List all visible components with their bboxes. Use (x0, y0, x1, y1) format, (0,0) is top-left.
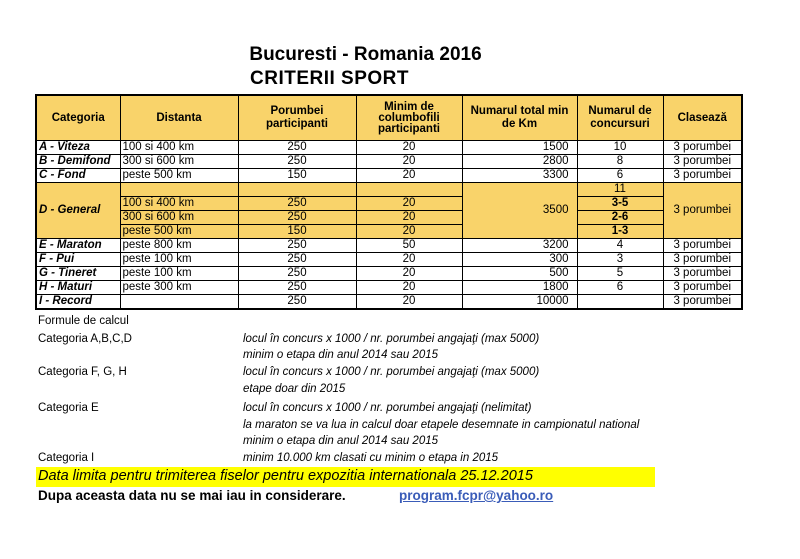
km-cell: 2800 (462, 155, 577, 169)
columbofili-cell: 20 (356, 155, 462, 169)
header-km: Numarul total min de Km (462, 95, 577, 141)
spacer-cell (120, 183, 238, 197)
concursuri-cell: 10 (577, 141, 663, 155)
porumbei-cell: 250 (238, 197, 356, 211)
porumbei-cell: 150 (238, 225, 356, 239)
category-cell: A - Viteza (36, 141, 120, 155)
km-cell: 10000 (462, 295, 577, 310)
formula-text: la maraton se va lua in calcul doar etapele desemnate in campionatul national (243, 419, 640, 431)
category-cell: E - Maraton (36, 239, 120, 253)
table-row (36, 239, 742, 253)
concursuri-cell: 11 (577, 183, 663, 197)
porumbei-cell: 250 (238, 141, 356, 155)
formula-label-i: Categoria I (38, 452, 95, 464)
distance-cell: 100 si 400 km (120, 197, 238, 211)
columbofili-cell: 20 (356, 197, 462, 211)
table-row (36, 281, 742, 295)
porumbei-cell: 250 (238, 155, 356, 169)
porumbei-cell: 150 (238, 169, 356, 183)
formula-label-e: Categoria E (38, 402, 99, 414)
km-cell: 1800 (462, 281, 577, 295)
clasifica-cell: 3 porumbei (663, 295, 742, 310)
category-cell: D - General (36, 183, 120, 239)
table-row (36, 211, 742, 225)
formula-text: locul în concurs x 1000 / nr. porumbei angajaţi (max 5000) (243, 366, 540, 378)
formula-text: locul în concurs x 1000 / nr. porumbei angajaţi (max 5000) (243, 333, 540, 345)
distance-cell: 300 si 600 km (120, 211, 238, 225)
document-title: Bucuresti - Romania 2016 (249, 44, 482, 65)
distance-cell: 300 si 600 km (120, 155, 238, 169)
clasifica-cell: 3 porumbei (663, 281, 742, 295)
km-cell: 1500 (462, 141, 577, 155)
table-row (36, 197, 742, 211)
table-row (36, 253, 742, 267)
concursuri-cell: 3 (577, 253, 663, 267)
km-cell: 300 (462, 253, 577, 267)
concursuri-cell: 4 (577, 239, 663, 253)
header-distanta: Distanta (120, 95, 238, 141)
formula-text: minim 10.000 km clasati cu minim o etapa in 2015 (243, 452, 499, 464)
porumbei-cell: 250 (238, 295, 356, 310)
email-link[interactable]: program.fcpr@yahoo.ro (399, 488, 554, 503)
formula-text: minim o etapa din anul 2014 sau 2015 (243, 349, 439, 361)
clasifica-cell: 3 porumbei (663, 169, 742, 183)
columbofili-cell: 20 (356, 211, 462, 225)
deadline-note: Dupa aceasta data nu se mai iau in considerare. (38, 488, 346, 503)
concursuri-cell: 1-3 (577, 225, 663, 239)
deadline-text: Data limita pentru trimiterea fiselor pentru expozitia internationala 25.12.2015 (38, 468, 533, 484)
distance-cell: peste 100 km (120, 267, 238, 281)
document-subtitle: CRITERII SPORT (250, 68, 410, 89)
table-row (36, 225, 742, 239)
porumbei-cell: 250 (238, 211, 356, 225)
concursuri-cell: 2-6 (577, 211, 663, 225)
formulas-heading: Formule de calcul (38, 315, 129, 327)
header-concursuri: Numarul de concursuri (577, 95, 663, 141)
km-cell: 3500 (462, 183, 577, 239)
clasifica-cell: 3 porumbei (663, 141, 742, 155)
category-cell: I - Record (36, 295, 120, 310)
spacer-cell (238, 183, 356, 197)
columbofili-cell: 20 (356, 253, 462, 267)
km-cell: 500 (462, 267, 577, 281)
concursuri-cell: 3-5 (577, 197, 663, 211)
concursuri-cell: 6 (577, 281, 663, 295)
table-row (36, 295, 742, 310)
table-row (36, 169, 742, 183)
distance-cell: peste 500 km (120, 225, 238, 239)
header-columbofili: Minim de columbofili participanti (356, 95, 462, 141)
distance-cell: peste 500 km (120, 169, 238, 183)
distance-cell: peste 300 km (120, 281, 238, 295)
table-row (36, 183, 742, 197)
columbofili-cell: 20 (356, 169, 462, 183)
distance-cell (120, 295, 238, 310)
clasifica-cell: 3 porumbei (663, 155, 742, 169)
distance-cell: 100 si 400 km (120, 141, 238, 155)
clasifica-cell: 3 porumbei (663, 267, 742, 281)
category-cell: B - Demifond (36, 155, 120, 169)
porumbei-cell: 250 (238, 281, 356, 295)
concursuri-cell: 6 (577, 169, 663, 183)
concursuri-cell: 5 (577, 267, 663, 281)
table-row (36, 141, 742, 155)
columbofili-cell: 20 (356, 295, 462, 310)
clasifica-cell: 3 porumbei (663, 239, 742, 253)
table-row (36, 155, 742, 169)
category-cell: H - Maturi (36, 281, 120, 295)
header-categoria: Categoria (36, 95, 120, 141)
columbofili-cell: 20 (356, 281, 462, 295)
criteria-table (35, 94, 743, 310)
header-porumbei: Porumbei participanti (238, 95, 356, 141)
category-cell: C - Fond (36, 169, 120, 183)
formula-text: etape doar din 2015 (243, 383, 346, 395)
header-clasifica: Clasează (663, 95, 742, 141)
table-header-row (36, 95, 742, 141)
formula-label-fgh: Categoria F, G, H (38, 366, 127, 378)
km-cell: 3300 (462, 169, 577, 183)
columbofili-cell: 20 (356, 141, 462, 155)
concursuri-cell (577, 295, 663, 310)
category-cell: G - Tineret (36, 267, 120, 281)
concursuri-cell: 8 (577, 155, 663, 169)
clasifica-cell: 3 porumbei (663, 253, 742, 267)
columbofili-cell: 20 (356, 225, 462, 239)
columbofili-cell: 20 (356, 267, 462, 281)
table-row (36, 267, 742, 281)
km-cell: 3200 (462, 239, 577, 253)
distance-cell: peste 800 km (120, 239, 238, 253)
porumbei-cell: 250 (238, 239, 356, 253)
spacer-cell (356, 183, 462, 197)
columbofili-cell: 50 (356, 239, 462, 253)
formula-text: minim o etapa din anul 2014 sau 2015 (243, 435, 439, 447)
porumbei-cell: 250 (238, 253, 356, 267)
category-cell: F - Pui (36, 253, 120, 267)
formula-label-abcd: Categoria A,B,C,D (38, 333, 132, 345)
clasifica-cell: 3 porumbei (663, 183, 742, 239)
distance-cell: peste 100 km (120, 253, 238, 267)
formula-text: locul în concurs x 1000 / nr. porumbei angajaţi (nelimitat) (243, 402, 532, 414)
porumbei-cell: 250 (238, 267, 356, 281)
